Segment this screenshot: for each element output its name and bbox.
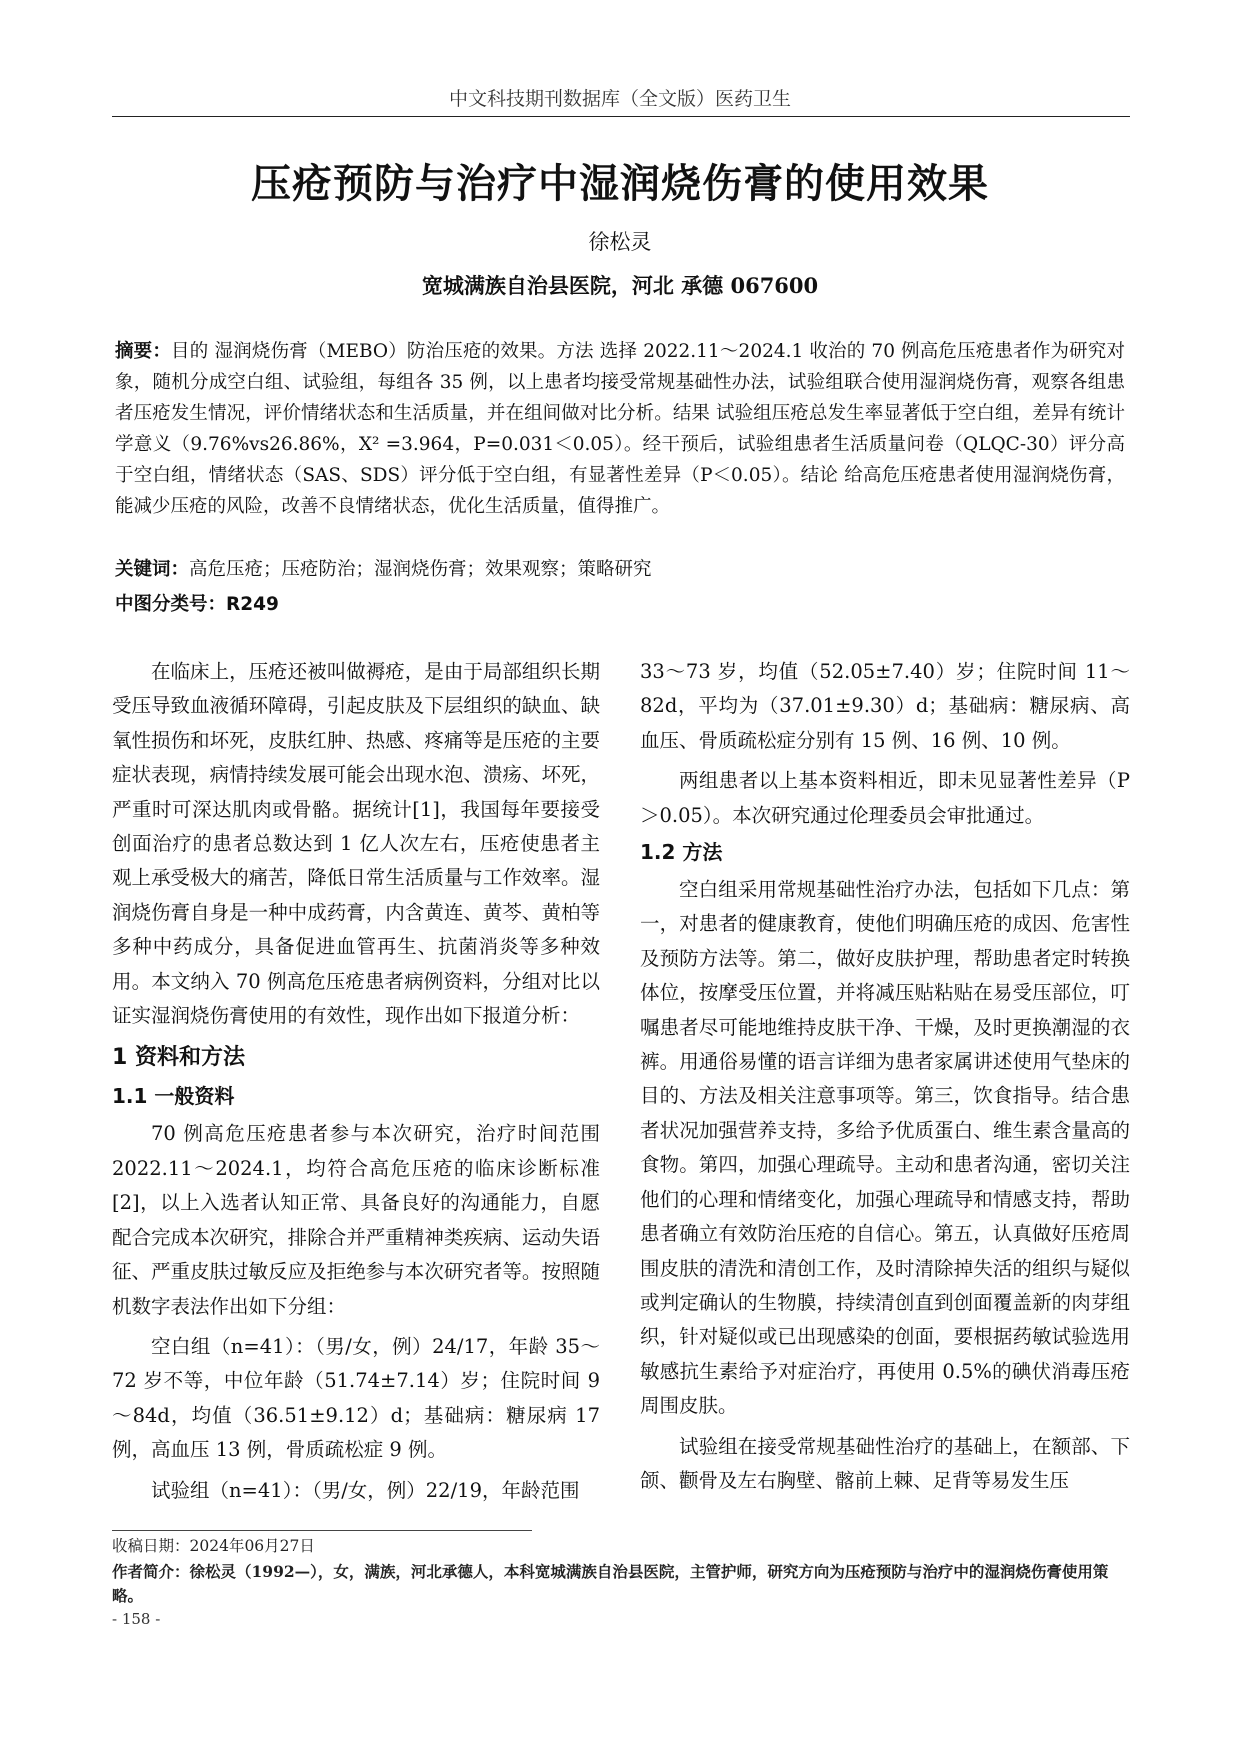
body-paragraph: 试验组（n=41）：（男/女，例）22/19，年龄范围 bbox=[151, 1478, 580, 1502]
clc-label: 中图分类号： bbox=[115, 594, 227, 615]
keywords-text: 高危压疮；压疮防治；湿润烧伤膏；效果观察；策略研究 bbox=[189, 559, 652, 580]
body-paragraph: 70 例高危压疮患者参与本次研究，治疗时间范围 2022.11～2024.1，均符合高危压疮的临床诊断标准[2]，以上入选者认知正常、具备良好的沟通能力，自愿配合完成本次研究，排除合并严重精神类疾病、运动失语征、严重皮肤过敏反应及拒绝参与本次研究者等。按照随机数字表法作出如下分组： bbox=[112, 1122, 600, 1318]
body-paragraph: 试验组在接受常规基础性治疗的基础上，在额部、下颌、颧骨及左右胸壁、髂前上棘、足背等易发生压 bbox=[640, 1434, 1130, 1492]
article-affiliation: 宽城满族自治县医院，河北 承德 067600 bbox=[421, 273, 819, 298]
abstract bbox=[115, 336, 1125, 522]
author-bio: 作者简介：徐松灵（1992—），女，满族，河北承德人，本科宽城满族自治县医院，主管护师，研究方向为压疮预防与治疗中的湿润烧伤膏使用策略。 bbox=[112, 1562, 1109, 1605]
subsection-heading: 1.1 一般资料 bbox=[112, 1084, 235, 1109]
clc-value: R249 bbox=[226, 594, 279, 615]
body-right-column bbox=[640, 655, 1130, 1498]
section-heading: 1 资料和方法 bbox=[112, 1045, 245, 1071]
article-title: 压疮预防与治疗中湿润烧伤膏的使用效果 bbox=[251, 161, 989, 207]
received-date: 收稿日期：2024年06月27日 bbox=[112, 1537, 315, 1555]
subsection-heading: 1.2 方法 bbox=[640, 840, 723, 865]
body-paragraph: 两组患者以上基本资料相近，即未见显著性差异（P＞0.05）。本次研究通过伦理委员会审批通过。 bbox=[640, 769, 1130, 827]
abstract-label: 摘要： bbox=[115, 341, 172, 362]
intro-paragraph: 在临床上，压疮还被叫做褥疮，是由于局部组织长期受压导致血液循环障碍，引起皮肤及下层组织的缺血、缺氧性损伤和坏死，皮肤红肿、热感、疼痛等是压疮的主要症状表现，病情持续发展可能会出现水泡、溃疡、坏死，严重时可深达肌肉或骨骼。据统计[1]，我国每年要接受创面治疗的患者总数达到 1 亿人次左右，压疮使患者主观上承受极大的痛苦，降低日常生活质量与工作效率。湿润烧伤膏自身是一种中成药膏，内含黄连、黄芩、黄柏等多种中药成分，具备促进血管再生、抗菌消炎等多种效用。本文纳入 70 例高危压疮患者病例资料，分组对比以证实湿润烧伤膏使用的有效性，现作出如下报道分析： bbox=[112, 660, 600, 1028]
classification-number bbox=[115, 590, 1125, 616]
body-paragraph: 33～73 岁，均值（52.05±7.40）岁；住院时间 11～82d，平均为（37.01±9.30）d；基础病：糖尿病、高血压、骨质疏松症分别有 15 例、16 例、10 例。 bbox=[640, 660, 1130, 752]
header-divider bbox=[112, 116, 1130, 117]
abstract-text: 目的 湿润烧伤膏（MEBO）防治压疮的效果。方法 选择 2022.11～2024.1 收治的 70 例高危压疮患者作为研究对象，随机分成空白组、试验组，每组各 35 例，以上患者均接受常规基础性办法，试验组联合使用湿润烧伤膏，观察各组患者压疮发生情况，评价情绪状态和生活质量，并在组间做对比分析。结果 试验组压疮总发生率显著低于空白组，差异有统计学意义（9.76%vs26.86%，X² =3.964，P=0.031＜0.05）。经干预后，试验组患者生活质量问卷（QLQC-30）评分高于空白组，情绪状态（SAS、SDS）评分低于空白组，有显著性差异（P＜0.05）。结论 给高危压疮患者使用湿润烧伤膏，能减少压疮的风险，改善不良情绪状态，优化生活质量，值得推广。 bbox=[115, 341, 1125, 517]
keywords bbox=[115, 555, 1125, 581]
body-paragraph: 空白组采用常规基础性治疗办法，包括如下几点：第一，对患者的健康教育，使他们明确压疮的成因、危害性及预防方法等。第二，做好皮肤护理，帮助患者定时转换体位，按摩受压位置，并将减压贴粘贴在易受压部位，叮嘱患者尽可能地维持皮肤干净、干燥，及时更换潮湿的衣裤。用通俗易懂的语言详细为患者家属讲述使用气垫床的目的、方法及相关注意事项等。第三，饮食指导。结合患者状况加强营养支持，多给予优质蛋白、维生素含量高的食物。第四，加强心理疏导。主动和患者沟通，密切关注他们的心理和情绪变化，加强心理疏导和情感支持，帮助患者确立有效防治压疮的自信心。第五，认真做好压疮周围皮肤的清洗和清创工作，及时清除掉失活的组织与疑似或判定确认的生物膜，持续清创直到创面覆盖新的肉芽组织，针对疑似或已出现感染的创面，要根据药敏试验选用敏感抗生素给予对症治疗，再使用 0.5%的碘伏消毒压疮周围皮肤。 bbox=[640, 878, 1130, 1418]
footnote-divider bbox=[112, 1530, 532, 1531]
journal-header: 中文科技期刊数据库（全文版）医药卫生 bbox=[448, 88, 791, 110]
body-paragraph: 空白组（n=41）：（男/女，例）24/17，年龄 35～72 岁不等，中位年龄（51.74±7.14）岁；住院时间 9～84d，均值（36.51±9.12）d；基础病：糖尿病 17 例，高血压 13 例，骨质疏松症 9 例。 bbox=[112, 1334, 600, 1462]
keywords-label: 关键词： bbox=[115, 559, 190, 580]
article-author: 徐松灵 bbox=[588, 230, 652, 254]
body-left-column bbox=[112, 655, 600, 1508]
page-number: - 158 - bbox=[112, 1610, 161, 1628]
